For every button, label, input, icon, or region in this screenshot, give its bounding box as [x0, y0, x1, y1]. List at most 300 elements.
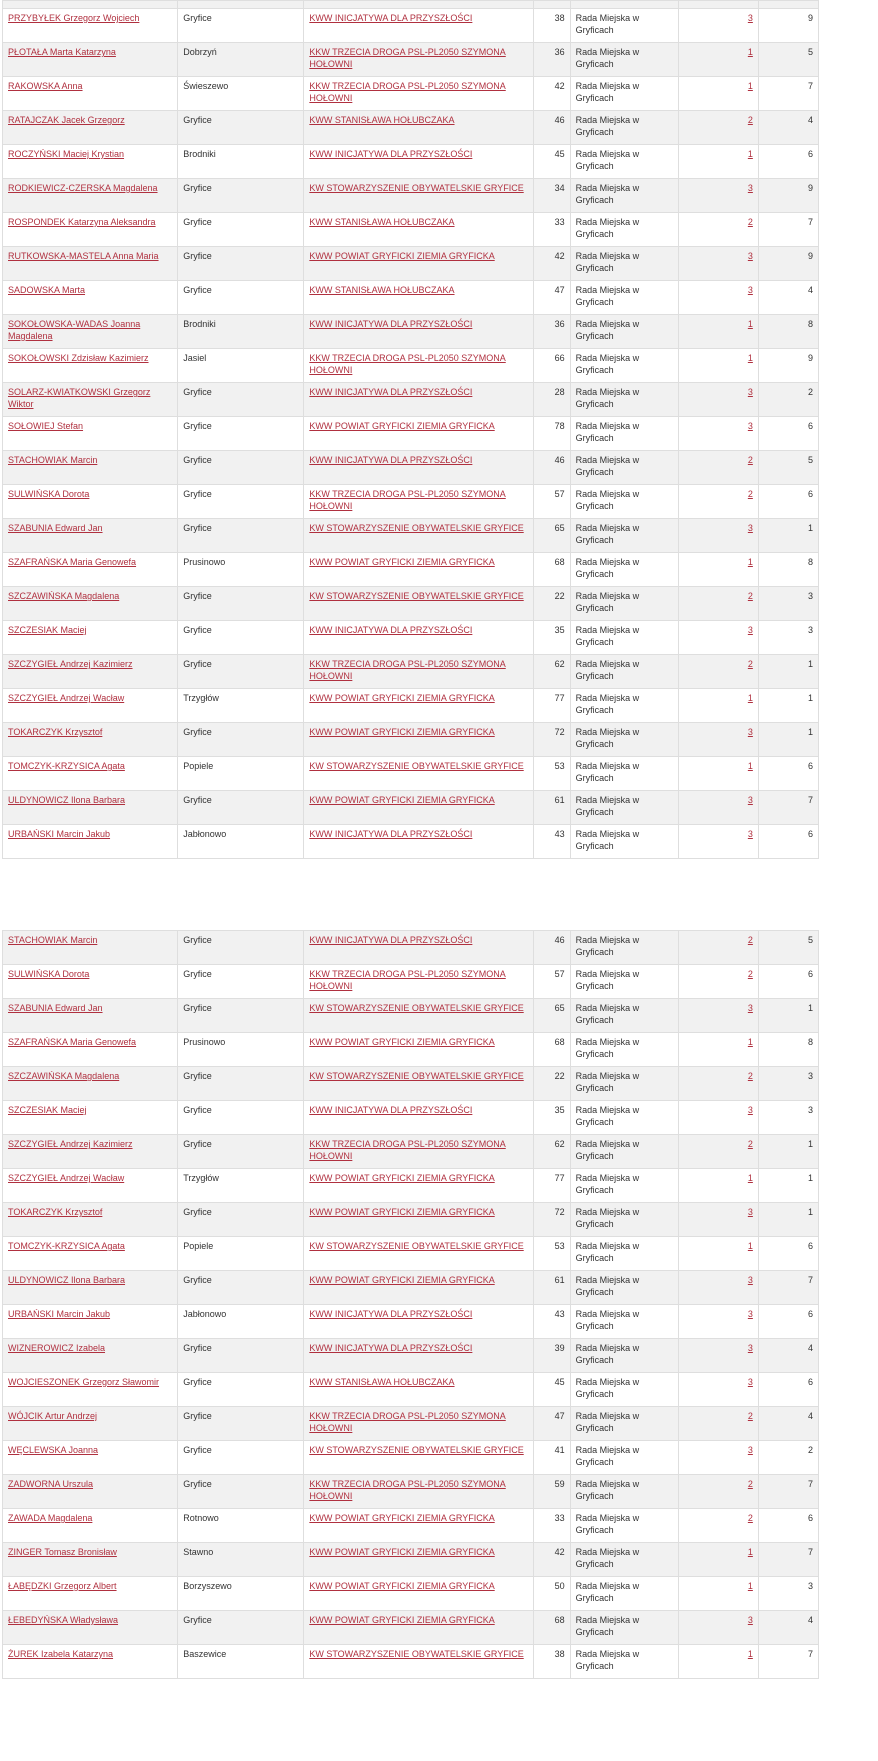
screenshot-seam [0, 922, 878, 930]
candidate-name-link[interactable]: SZABUNIA Edward Jan [8, 1003, 103, 1013]
candidate-city: Gryfice [178, 1611, 304, 1645]
candidate-city: Gryfice [178, 587, 304, 621]
candidates-table [2, 0, 819, 859]
district-link[interactable]: 1 [747, 557, 753, 567]
candidate-name-cell [3, 1407, 178, 1441]
council-body: Rada Miejska w Gryficach [570, 77, 678, 111]
candidate-name-cell [3, 791, 178, 825]
table-row [3, 383, 819, 417]
candidate-name-link[interactable]: WĘCLEWSKA Joanna [8, 1445, 99, 1455]
table-row [3, 519, 819, 553]
candidate-name-link[interactable]: RUTKOWSKA-MASTELA Anna Maria [8, 251, 159, 261]
candidate-name-link[interactable]: TOKARCZYK Krzysztof [8, 727, 103, 737]
committee-link[interactable]: KWW POWIAT GRYFICKI ZIEMIA GRYFICKA [309, 693, 495, 703]
candidate-age: 28 [533, 383, 570, 417]
district-cell [678, 723, 758, 757]
list-position: 8 [758, 553, 818, 587]
committee-link[interactable]: KWW INICJATYWA DLA PRZYSZŁOŚCI [309, 829, 473, 839]
council-body: Rada Miejska w Gryficach [570, 1203, 678, 1237]
candidate-name-link[interactable]: STACHOWIAK Marcin [8, 455, 98, 465]
candidate-name-link[interactable]: URBAŃSKI Marcin Jakub [8, 1309, 111, 1319]
candidate-name-link[interactable]: SZCZYGIEŁ Andrzej Wacław [8, 693, 125, 703]
candidate-city: Gryfice [178, 655, 304, 689]
committee-cell [304, 1373, 533, 1407]
table-row [3, 655, 819, 689]
candidate-name-link[interactable]: RODKIEWICZ-CZERSKA Magdalena [8, 183, 158, 193]
committee-link[interactable]: KW STOWARZYSZENIE OBYWATELSKIE GRYFICE [309, 183, 524, 193]
candidate-age: 68 [533, 1611, 570, 1645]
council-body: Rada Miejska w Gryficach [570, 553, 678, 587]
candidate-city: Baszewice [178, 1645, 304, 1679]
candidate-name-link[interactable]: SULWIŃSKA Dorota [8, 969, 90, 979]
table-row [3, 1305, 819, 1339]
candidate-name-link[interactable]: SADOWSKA Marta [8, 285, 86, 295]
council-body: Rada Miejska w Gryficach [570, 1543, 678, 1577]
committee-link[interactable]: KKW TRZECIA DROGA PSL-PL2050 SZYMONA HOŁOWNI [309, 489, 506, 511]
council-body: Rada Miejska w Gryficach [570, 965, 678, 999]
district-cell [678, 1407, 758, 1441]
candidate-age: 77 [533, 1169, 570, 1203]
candidate-city: Jasiel [178, 349, 304, 383]
district-link[interactable]: 1 [747, 693, 753, 703]
table-row [3, 1645, 819, 1679]
candidate-name-link[interactable]: RAKOWSKA Anna [8, 81, 83, 91]
candidate-name-link[interactable]: SZCZYGIEŁ Andrzej Kazimierz [8, 659, 133, 669]
candidate-age: 53 [533, 1237, 570, 1271]
committee-cell [304, 1135, 533, 1169]
candidate-city: Jabłonowo [178, 825, 304, 859]
district-link[interactable]: 1 [747, 319, 753, 329]
table-row [3, 1237, 819, 1271]
council-body: Rada Miejska w Gryficach [570, 1135, 678, 1169]
committee-link[interactable]: KW STOWARZYSZENIE OBYWATELSKIE GRYFICE [309, 1071, 524, 1081]
committee-link[interactable]: KKW TRZECIA DROGA PSL-PL2050 SZYMONA HOŁOWNI [309, 1479, 506, 1501]
district-cell [678, 485, 758, 519]
candidate-name-cell [3, 77, 178, 111]
committee-link[interactable]: KWW POWIAT GRYFICKI ZIEMIA GRYFICKA [309, 557, 495, 567]
district-link[interactable]: 1 [747, 1581, 753, 1591]
council-body: Rada Miejska w Gryficach [570, 1067, 678, 1101]
candidate-name-link[interactable]: SOKOŁOWSKI Zdzisław Kazimierz [8, 353, 149, 363]
district-link[interactable]: 1 [747, 1241, 753, 1251]
council-body: Rada Miejska w Gryficach [570, 999, 678, 1033]
district-cell [678, 1475, 758, 1509]
candidate-age: 68 [533, 1033, 570, 1067]
district-link[interactable]: 3 [747, 421, 753, 431]
district-link[interactable]: 3 [747, 795, 753, 805]
candidate-name-link[interactable]: SZCZYGIEŁ Andrzej Kazimierz [8, 1139, 133, 1149]
candidate-name-link[interactable]: ROSPONDEK Katarzyna Aleksandra [8, 217, 156, 227]
candidate-name-link[interactable]: SOKOŁOWSKA-WADAS Joanna Magdalena [8, 319, 141, 341]
list-position: 8 [758, 1033, 818, 1067]
district-link[interactable]: 2 [747, 1139, 753, 1149]
committee-link[interactable]: KW STOWARZYSZENIE OBYWATELSKIE GRYFICE [309, 523, 524, 533]
candidate-name-link[interactable]: ULDYNOWICZ Ilona Barbara [8, 795, 126, 805]
candidate-name-link[interactable]: TOMCZYK-KRZYSICA Agata [8, 761, 125, 771]
list-position: 6 [758, 1373, 818, 1407]
candidate-name-link[interactable]: SZAFRAŃSKA Maria Genowefa [8, 1037, 137, 1047]
district-link[interactable]: 2 [747, 1513, 753, 1523]
candidate-name-cell [3, 1067, 178, 1101]
committee-link[interactable]: KWW STANISŁAWA HOŁUBCZAKA [309, 217, 455, 227]
district-link[interactable]: 3 [747, 1275, 753, 1285]
candidate-name-link[interactable]: WOJCIESZONEK Grzegorz Sławomir [8, 1377, 160, 1387]
candidate-name-cell [3, 825, 178, 859]
district-link[interactable]: 1 [747, 1649, 753, 1659]
district-link[interactable]: 3 [747, 13, 753, 23]
district-cell [678, 621, 758, 655]
committee-link[interactable]: KWW POWIAT GRYFICKI ZIEMIA GRYFICKA [309, 1581, 495, 1591]
table-row [3, 417, 819, 451]
candidate-name-link[interactable]: SOŁOWIEJ Stefan [8, 421, 84, 431]
table-row [3, 931, 819, 965]
list-position: 9 [758, 247, 818, 281]
committee-link[interactable]: KWW INICJATYWA DLA PRZYSZŁOŚCI [309, 149, 473, 159]
candidate-city: Prusinowo [178, 553, 304, 587]
list-position: 5 [758, 931, 818, 965]
committee-link[interactable]: KWW POWIAT GRYFICKI ZIEMIA GRYFICKA [309, 1207, 495, 1217]
candidate-age: 77 [533, 689, 570, 723]
committee-link[interactable]: KWW INICJATYWA DLA PRZYSZŁOŚCI [309, 13, 473, 23]
district-link[interactable]: 3 [747, 285, 753, 295]
district-cell [678, 213, 758, 247]
district-link[interactable]: 1 [747, 761, 753, 771]
candidate-age: 45 [533, 145, 570, 179]
candidate-name-cell [3, 43, 178, 77]
candidate-name-link[interactable]: SZCZESIAK Maciej [8, 1105, 87, 1115]
table-row [3, 315, 819, 349]
list-position: 6 [758, 1237, 818, 1271]
candidate-name-cell [3, 1577, 178, 1611]
district-link[interactable]: 2 [747, 115, 753, 125]
committee-link[interactable]: KW STOWARZYSZENIE OBYWATELSKIE GRYFICE [309, 1649, 524, 1659]
committee-cell [304, 111, 533, 145]
committee-link[interactable]: KW STOWARZYSZENIE OBYWATELSKIE GRYFICE [309, 761, 524, 771]
committee-link[interactable]: KWW POWIAT GRYFICKI ZIEMIA GRYFICKA [309, 421, 495, 431]
list-position: 3 [758, 1067, 818, 1101]
district-cell [678, 1645, 758, 1679]
candidate-city: Gryfice [178, 111, 304, 145]
committee-cell [304, 931, 533, 965]
committee-link[interactable]: KWW POWIAT GRYFICKI ZIEMIA GRYFICKA [309, 1275, 495, 1285]
committee-cell [304, 1033, 533, 1067]
committee-link[interactable]: KWW STANISŁAWA HOŁUBCZAKA [309, 115, 455, 125]
candidate-age: 42 [533, 77, 570, 111]
council-body: Rada Miejska w Gryficach [570, 383, 678, 417]
district-link[interactable]: 2 [747, 455, 753, 465]
candidate-name-link[interactable]: TOMCZYK-KRZYSICA Agata [8, 1241, 125, 1251]
district-link[interactable]: 3 [747, 387, 753, 397]
district-link[interactable]: 3 [747, 523, 753, 533]
table-row [3, 587, 819, 621]
district-cell [678, 1339, 758, 1373]
candidate-age: 72 [533, 723, 570, 757]
committee-link[interactable]: KWW POWIAT GRYFICKI ZIEMIA GRYFICKA [309, 1173, 495, 1183]
candidate-city: Gryfice [178, 179, 304, 213]
candidate-city: Dobrzyń [178, 43, 304, 77]
committee-link[interactable]: KW STOWARZYSZENIE OBYWATELSKIE GRYFICE [309, 1241, 524, 1251]
committee-link[interactable]: KWW POWIAT GRYFICKI ZIEMIA GRYFICKA [309, 1547, 495, 1557]
committee-cell [304, 417, 533, 451]
candidate-city: Rotnowo [178, 1509, 304, 1543]
candidate-name-link[interactable]: PRZYBYŁEK Grzegorz Wojciech [8, 13, 140, 23]
district-link[interactable]: 3 [747, 1445, 753, 1455]
committee-link[interactable]: KKW TRZECIA DROGA PSL-PL2050 SZYMONA HOŁOWNI [309, 47, 506, 69]
council-body: Rada Miejska w Gryficach [570, 315, 678, 349]
candidate-name-cell [3, 1305, 178, 1339]
candidate-name-link[interactable]: ZINGER Tomasz Bronisław [8, 1547, 117, 1557]
committee-link[interactable]: KWW INICJATYWA DLA PRZYSZŁOŚCI [309, 319, 473, 329]
committee-link[interactable]: KWW POWIAT GRYFICKI ZIEMIA GRYFICKA [309, 1615, 495, 1625]
district-link[interactable]: 3 [747, 1615, 753, 1625]
council-body: Rada Miejska w Gryficach [570, 9, 678, 43]
list-position: 4 [758, 111, 818, 145]
committee-link[interactable]: KW STOWARZYSZENIE OBYWATELSKIE GRYFICE [309, 1445, 524, 1455]
list-position: 6 [758, 1509, 818, 1543]
district-link[interactable]: 3 [747, 1309, 753, 1319]
district-link[interactable]: 2 [747, 1479, 753, 1489]
committee-link[interactable]: KWW INICJATYWA DLA PRZYSZŁOŚCI [309, 625, 473, 635]
district-link[interactable]: 1 [747, 353, 753, 363]
candidate-age: 35 [533, 621, 570, 655]
committee-cell [304, 757, 533, 791]
candidate-name-link[interactable]: SULWIŃSKA Dorota [8, 489, 90, 499]
list-position: 2 [758, 383, 818, 417]
list-position: 7 [758, 1543, 818, 1577]
candidate-age: 68 [533, 553, 570, 587]
list-position: 7 [758, 1271, 818, 1305]
candidate-name-cell [3, 1373, 178, 1407]
committee-link[interactable]: KKW TRZECIA DROGA PSL-PL2050 SZYMONA HOŁOWNI [309, 81, 506, 103]
district-cell [678, 77, 758, 111]
list-position: 1 [758, 1203, 818, 1237]
committee-link[interactable]: KKW TRZECIA DROGA PSL-PL2050 SZYMONA HOŁOWNI [309, 659, 506, 681]
district-link[interactable]: 3 [747, 727, 753, 737]
candidate-city: Gryfice [178, 383, 304, 417]
candidate-name-cell [3, 1543, 178, 1577]
list-position: 1 [758, 1135, 818, 1169]
table-row [3, 1475, 819, 1509]
table-row [3, 1135, 819, 1169]
district-cell [678, 383, 758, 417]
committee-cell [304, 965, 533, 999]
district-link[interactable]: 3 [747, 1377, 753, 1387]
district-cell [678, 587, 758, 621]
candidate-age: 62 [533, 655, 570, 689]
committee-link[interactable]: KW STOWARZYSZENIE OBYWATELSKIE GRYFICE [309, 1003, 524, 1013]
candidate-name-link[interactable]: WÓJCIK Artur Andrzej [8, 1411, 98, 1421]
committee-link[interactable]: KWW INICJATYWA DLA PRZYSZŁOŚCI [309, 935, 473, 945]
candidate-name-link[interactable]: SZABUNIA Edward Jan [8, 523, 103, 533]
candidate-name-link[interactable]: STACHOWIAK Marcin [8, 935, 98, 945]
candidate-age: 66 [533, 349, 570, 383]
committee-cell [304, 145, 533, 179]
district-link[interactable]: 2 [747, 935, 753, 945]
candidate-name-link[interactable]: SZAFRAŃSKA Maria Genowefa [8, 557, 137, 567]
candidate-name-link[interactable]: ROCZYŃSKI Maciej Krystian [8, 149, 125, 159]
district-link[interactable]: 2 [747, 1411, 753, 1421]
district-link[interactable]: 1 [747, 1547, 753, 1557]
committee-cell [304, 1441, 533, 1475]
candidate-name-link[interactable]: SZCZESIAK Maciej [8, 625, 87, 635]
candidate-name-link[interactable]: ZADWORNA Urszula [8, 1479, 94, 1489]
table-row [3, 553, 819, 587]
candidate-name-link[interactable]: TOKARCZYK Krzysztof [8, 1207, 103, 1217]
district-link[interactable]: 2 [747, 489, 753, 499]
table-row [3, 1101, 819, 1135]
district-cell [678, 1237, 758, 1271]
list-position: 5 [758, 43, 818, 77]
district-link[interactable]: 3 [747, 1003, 753, 1013]
committee-link[interactable]: KWW POWIAT GRYFICKI ZIEMIA GRYFICKA [309, 727, 495, 737]
district-link[interactable]: 1 [747, 47, 753, 57]
candidate-city: Gryfice [178, 621, 304, 655]
list-position: 7 [758, 213, 818, 247]
candidate-name-cell [3, 621, 178, 655]
candidate-city: Gryfice [178, 1475, 304, 1509]
candidate-name-link[interactable]: PŁOTAŁA Marta Katarzyna [8, 47, 116, 57]
district-cell [678, 417, 758, 451]
candidate-age: 57 [533, 965, 570, 999]
council-body: Rada Miejska w Gryficach [570, 451, 678, 485]
candidate-name-link[interactable]: WIZNEROWICZ Izabela [8, 1343, 106, 1353]
candidate-name-link[interactable]: RATAJCZAK Jacek Grzegorz [8, 115, 125, 125]
candidate-city: Gryfice [178, 213, 304, 247]
committee-cell [304, 247, 533, 281]
council-body: Rada Miejska w Gryficach [570, 1441, 678, 1475]
committee-link[interactable]: KWW POWIAT GRYFICKI ZIEMIA GRYFICKA [309, 1037, 495, 1047]
district-link[interactable]: 2 [747, 591, 753, 601]
committee-cell [304, 77, 533, 111]
committee-cell [304, 689, 533, 723]
district-cell [678, 1543, 758, 1577]
candidate-age: 61 [533, 1271, 570, 1305]
candidate-name-link[interactable]: SZCZAWIŃSKA Magdalena [8, 591, 120, 601]
district-link[interactable]: 1 [747, 1037, 753, 1047]
district-link[interactable]: 1 [747, 81, 753, 91]
candidate-name-link[interactable]: URBAŃSKI Marcin Jakub [8, 829, 111, 839]
table-row [3, 1169, 819, 1203]
district-cell [678, 1441, 758, 1475]
council-body: Rada Miejska w Gryficach [570, 519, 678, 553]
district-link[interactable]: 3 [747, 1105, 753, 1115]
candidate-name-link[interactable]: ULDYNOWICZ Ilona Barbara [8, 1275, 126, 1285]
council-body: Rada Miejska w Gryficach [570, 757, 678, 791]
table-row [3, 281, 819, 315]
district-link[interactable]: 3 [747, 183, 753, 193]
district-cell [678, 9, 758, 43]
candidate-city: Brodniki [178, 315, 304, 349]
committee-link[interactable]: KWW INICJATYWA DLA PRZYSZŁOŚCI [309, 1309, 473, 1319]
committee-link[interactable]: KWW INICJATYWA DLA PRZYSZŁOŚCI [309, 1343, 473, 1353]
district-link[interactable]: 1 [747, 1173, 753, 1183]
district-link[interactable]: 3 [747, 251, 753, 261]
district-link[interactable]: 2 [747, 969, 753, 979]
council-body: Rada Miejska w Gryficach [570, 621, 678, 655]
district-cell [678, 825, 758, 859]
committee-link[interactable]: KKW TRZECIA DROGA PSL-PL2050 SZYMONA HOŁOWNI [309, 1139, 506, 1161]
committee-cell [304, 655, 533, 689]
candidate-name-cell [3, 723, 178, 757]
committee-link[interactable]: KW STOWARZYSZENIE OBYWATELSKIE GRYFICE [309, 591, 524, 601]
committee-link[interactable]: KWW INICJATYWA DLA PRZYSZŁOŚCI [309, 455, 473, 465]
committee-link[interactable]: KWW INICJATYWA DLA PRZYSZŁOŚCI [309, 1105, 473, 1115]
district-link[interactable]: 3 [747, 1343, 753, 1353]
council-body: Rada Miejska w Gryficach [570, 213, 678, 247]
committee-link[interactable]: KKW TRZECIA DROGA PSL-PL2050 SZYMONA HOŁOWNI [309, 1411, 506, 1433]
table-row [3, 485, 819, 519]
candidate-name-cell [3, 655, 178, 689]
district-link[interactable]: 3 [747, 625, 753, 635]
table-row [3, 723, 819, 757]
candidate-name-link[interactable]: ŁEBEDYŃSKA Władysława [8, 1615, 119, 1625]
candidate-name-link[interactable]: SOLARZ-KWIATKOWSKI Grzegorz Wiktor [8, 387, 151, 409]
district-link[interactable]: 3 [747, 1207, 753, 1217]
committee-link[interactable]: KKW TRZECIA DROGA PSL-PL2050 SZYMONA HOŁOWNI [309, 353, 506, 375]
committee-link[interactable]: KKW TRZECIA DROGA PSL-PL2050 SZYMONA HOŁOWNI [309, 969, 506, 991]
list-position: 7 [758, 791, 818, 825]
committee-link[interactable]: KWW POWIAT GRYFICKI ZIEMIA GRYFICKA [309, 251, 495, 261]
committee-link[interactable]: KWW STANISŁAWA HOŁUBCZAKA [309, 1377, 455, 1387]
district-cell [678, 247, 758, 281]
district-link[interactable]: 2 [747, 659, 753, 669]
district-cell [678, 315, 758, 349]
district-cell [678, 553, 758, 587]
table-row [3, 1407, 819, 1441]
candidate-city: Gryfice [178, 451, 304, 485]
district-link[interactable]: 1 [747, 149, 753, 159]
district-cell [678, 145, 758, 179]
candidate-name-link[interactable]: SZCZYGIEŁ Andrzej Wacław [8, 1173, 125, 1183]
committee-cell [304, 281, 533, 315]
list-position: 5 [758, 451, 818, 485]
candidate-age: 50 [533, 1577, 570, 1611]
council-body: Rada Miejska w Gryficach [570, 145, 678, 179]
candidate-city: Gryfice [178, 9, 304, 43]
committee-link[interactable]: KWW POWIAT GRYFICKI ZIEMIA GRYFICKA [309, 1513, 495, 1523]
candidate-city: Gryfice [178, 931, 304, 965]
candidate-name-cell [3, 1645, 178, 1679]
candidate-name-cell [3, 587, 178, 621]
committee-link[interactable]: KWW POWIAT GRYFICKI ZIEMIA GRYFICKA [309, 795, 495, 805]
committee-cell [304, 519, 533, 553]
table-row [3, 791, 819, 825]
candidate-name-cell [3, 1135, 178, 1169]
district-link[interactable]: 2 [747, 217, 753, 227]
candidate-name-link[interactable]: SZCZAWIŃSKA Magdalena [8, 1071, 120, 1081]
district-cell [678, 1271, 758, 1305]
table-row [3, 111, 819, 145]
list-position: 6 [758, 145, 818, 179]
committee-link[interactable]: KWW STANISŁAWA HOŁUBCZAKA [309, 285, 455, 295]
candidate-name-cell [3, 1033, 178, 1067]
candidate-name-link[interactable]: ŁABĘDZKI Grzegorz Albert [8, 1581, 117, 1591]
candidate-name-link[interactable]: ZAWADA Magdalena [8, 1513, 93, 1523]
table-row [3, 179, 819, 213]
council-body: Rada Miejska w Gryficach [570, 1475, 678, 1509]
list-position: 6 [758, 965, 818, 999]
candidate-name-cell [3, 1475, 178, 1509]
committee-cell [304, 587, 533, 621]
district-link[interactable]: 3 [747, 829, 753, 839]
district-link[interactable]: 2 [747, 1071, 753, 1081]
candidate-name-cell [3, 965, 178, 999]
candidate-name-cell [3, 1101, 178, 1135]
candidate-name-link[interactable]: ŻUREK Izabela Katarzyna [8, 1649, 114, 1659]
table-row [3, 77, 819, 111]
candidate-age: 38 [533, 9, 570, 43]
committee-link[interactable]: KWW INICJATYWA DLA PRZYSZŁOŚCI [309, 387, 473, 397]
